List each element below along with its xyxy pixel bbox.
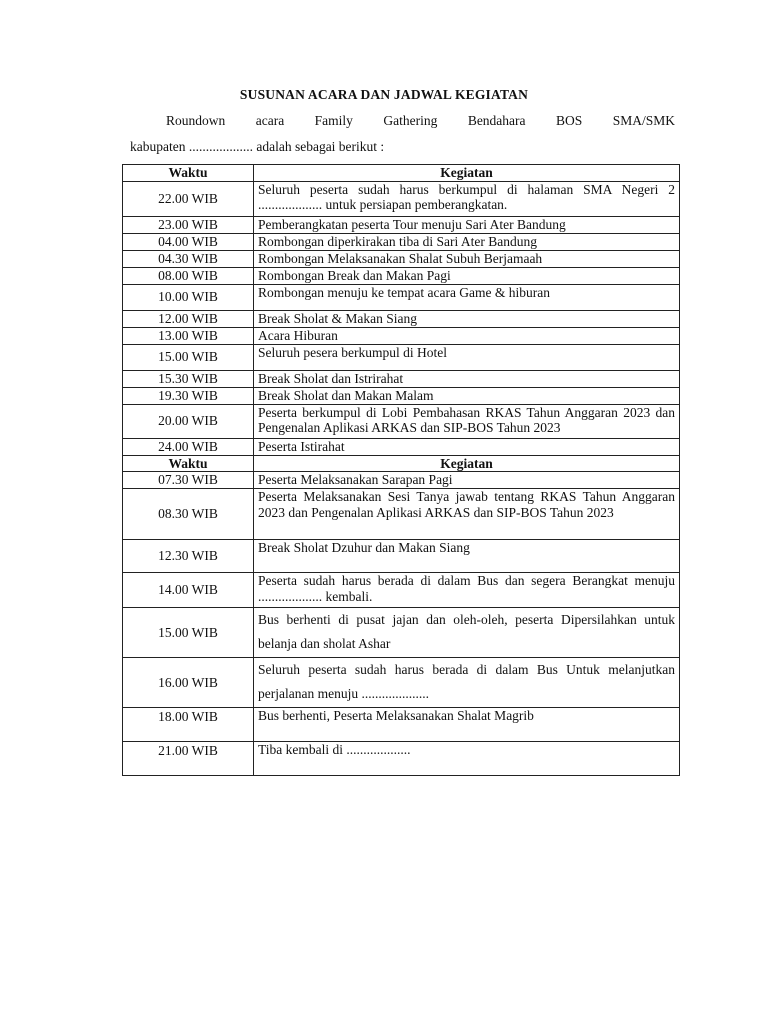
header-time: Waktu	[123, 455, 254, 472]
table-row	[123, 370, 680, 387]
time-cell: 16.00 WIB	[123, 658, 254, 708]
activity-cell: Break Sholat dan Istrirahat	[254, 370, 680, 387]
time-cell: 08.30 WIB	[123, 489, 254, 540]
table-row	[123, 344, 680, 370]
header-time: Waktu	[123, 165, 254, 182]
table-row	[123, 310, 680, 327]
activity-cell: Seluruh peserta sudah harus berada di dalam Bus Untuk melanjutkan perjalanan menuju ....................	[254, 658, 680, 708]
table-header-row	[123, 165, 680, 182]
table-row	[123, 438, 680, 455]
intro-line-2: kabupaten ................... adalah sebagai berikut :	[130, 139, 385, 154]
table-row	[123, 327, 680, 344]
activity-cell: Peserta sudah harus berada di dalam Bus dan segera Berangkat menuju ................... kembali.	[254, 573, 680, 608]
activity-cell: Seluruh peserta sudah harus berkumpul di halaman SMA Negeri 2 ................... untuk persiapan pemberangkatan.	[254, 181, 680, 216]
activity-cell: Rombongan diperkirakan tiba di Sari Ater Bandung	[254, 233, 680, 250]
table-row	[123, 284, 680, 310]
time-cell: 08.00 WIB	[123, 267, 254, 284]
table-row	[123, 387, 680, 404]
activity-cell: Pemberangkatan peserta Tour menuju Sari Ater Bandung	[254, 216, 680, 233]
time-cell: 04.00 WIB	[123, 233, 254, 250]
time-cell: 21.00 WIB	[123, 742, 254, 776]
document-title: SUSUNAN ACARA DAN JADWAL KEGIATAN	[239, 87, 529, 102]
time-cell: 24.00 WIB	[123, 438, 254, 455]
header-activity: Kegiatan	[254, 165, 680, 182]
table-row	[123, 233, 680, 250]
activity-cell: Break Sholat Dzuhur dan Makan Siang	[254, 540, 680, 573]
time-cell: 20.00 WIB	[123, 404, 254, 438]
activity-cell: Rombongan Break dan Makan Pagi	[254, 267, 680, 284]
time-cell: 22.00 WIB	[123, 181, 254, 216]
activity-cell: Peserta Melaksanakan Sesi Tanya jawab tentang RKAS Tahun Anggaran 2023 dan Pengenalan Aplikasi ARKAS dan SIP-BOS Tahun 2023	[254, 489, 680, 540]
activity-cell: Bus berhenti, Peserta Melaksanakan Shalat Magrib	[254, 708, 680, 742]
table-row	[123, 742, 680, 776]
table-row	[123, 708, 680, 742]
table-row	[123, 489, 680, 540]
table-row	[123, 404, 680, 438]
time-cell: 19.30 WIB	[123, 387, 254, 404]
time-cell: 18.00 WIB	[123, 708, 254, 742]
table-row	[123, 267, 680, 284]
table-row	[123, 181, 680, 216]
table-row	[123, 472, 680, 489]
table-row	[123, 250, 680, 267]
activity-cell: Rombongan menuju ke tempat acara Game & hiburan	[254, 284, 680, 310]
schedule-table	[122, 164, 680, 776]
table-row	[123, 216, 680, 233]
activity-cell: Break Sholat & Makan Siang	[254, 310, 680, 327]
activity-cell: Rombongan Melaksanakan Shalat Subuh Berjamaah	[254, 250, 680, 267]
activity-cell: Peserta Istirahat	[254, 438, 680, 455]
time-cell: 15.30 WIB	[123, 370, 254, 387]
activity-cell: Peserta berkumpul di Lobi Pembahasan RKAS Tahun Anggaran 2023 dan Pengenalan Aplikasi ARKAS dan SIP-BOS Tahun 2023	[254, 404, 680, 438]
time-cell: 15.00 WIB	[123, 344, 254, 370]
table-row	[123, 658, 680, 708]
time-cell: 04.30 WIB	[123, 250, 254, 267]
activity-cell: Tiba kembali di ...................	[254, 742, 680, 776]
time-cell: 23.00 WIB	[123, 216, 254, 233]
time-cell: 15.00 WIB	[123, 608, 254, 658]
header-activity: Kegiatan	[254, 455, 680, 472]
time-cell: 07.30 WIB	[123, 472, 254, 489]
time-cell: 12.00 WIB	[123, 310, 254, 327]
table-row	[123, 608, 680, 658]
activity-cell: Seluruh pesera berkumpul di Hotel	[254, 344, 680, 370]
time-cell: 14.00 WIB	[123, 573, 254, 608]
activity-cell: Peserta Melaksanakan Sarapan Pagi	[254, 472, 680, 489]
time-cell: 10.00 WIB	[123, 284, 254, 310]
activity-cell: Break Sholat dan Makan Malam	[254, 387, 680, 404]
table-row	[123, 540, 680, 573]
time-cell: 12.30 WIB	[123, 540, 254, 573]
activity-cell: Bus berhenti di pusat jajan dan oleh-oleh, peserta Dipersilahkan untuk belanja dan sholat Ashar	[254, 608, 680, 658]
table-header-row	[123, 455, 680, 472]
table-row	[123, 573, 680, 608]
intro-line-1: Roundown acara Family Gathering Bendahara BOS SMA/SMK	[166, 113, 675, 128]
activity-cell: Acara Hiburan	[254, 327, 680, 344]
time-cell: 13.00 WIB	[123, 327, 254, 344]
